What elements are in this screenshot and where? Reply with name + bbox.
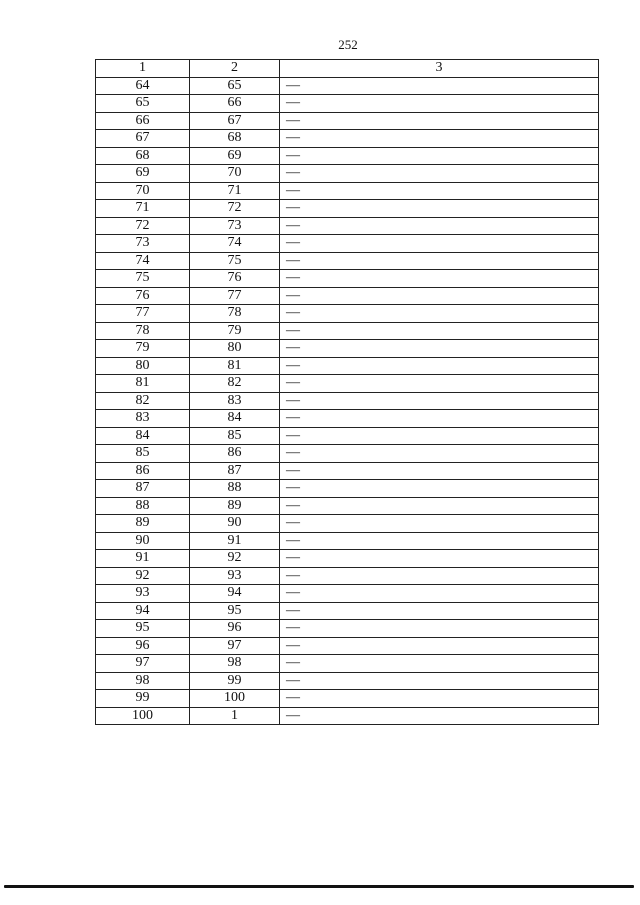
- table-cell-col1: 94: [96, 602, 190, 620]
- table-row: [96, 252, 599, 270]
- table-cell-col1: 84: [96, 427, 190, 445]
- table-cell-col3: —: [280, 462, 599, 480]
- table-cell-col3: —: [280, 480, 599, 498]
- table-cell-col2: 66: [190, 95, 280, 113]
- table-cell-col1: 66: [96, 112, 190, 130]
- table-row: [96, 655, 599, 673]
- table-row: [96, 550, 599, 568]
- table-cell-col2: 94: [190, 585, 280, 603]
- table-cell-col1: 95: [96, 620, 190, 638]
- table-cell-col3: —: [280, 340, 599, 358]
- table-cell-col1: 75: [96, 270, 190, 288]
- column-header-1: 1: [96, 60, 190, 78]
- table-cell-col1: 76: [96, 287, 190, 305]
- table-cell-col1: 86: [96, 462, 190, 480]
- table-cell-col2: 90: [190, 515, 280, 533]
- table-cell-col2: 65: [190, 77, 280, 95]
- table-cell-col2: 98: [190, 655, 280, 673]
- table-cell-col3: —: [280, 130, 599, 148]
- table-cell-col2: 81: [190, 357, 280, 375]
- table-cell-col2: 71: [190, 182, 280, 200]
- table-cell-col1: 91: [96, 550, 190, 568]
- table-cell-col2: 73: [190, 217, 280, 235]
- table-cell-col3: —: [280, 410, 599, 428]
- table-row: [96, 427, 599, 445]
- table-cell-col1: 69: [96, 165, 190, 183]
- table-cell-col2: 93: [190, 567, 280, 585]
- table-cell-col1: 85: [96, 445, 190, 463]
- table-row: [96, 515, 599, 533]
- table-cell-col1: 78: [96, 322, 190, 340]
- table-cell-col1: 80: [96, 357, 190, 375]
- table-cell-col2: 88: [190, 480, 280, 498]
- table-header-row: [96, 60, 599, 78]
- table-cell-col1: 73: [96, 235, 190, 253]
- table-cell-col2: 78: [190, 305, 280, 323]
- table-cell-col3: —: [280, 270, 599, 288]
- table-row: [96, 480, 599, 498]
- table-cell-col1: 88: [96, 497, 190, 515]
- page-number: 252: [338, 37, 358, 52]
- table-row: [96, 322, 599, 340]
- table-cell-col3: —: [280, 217, 599, 235]
- table-cell-col2: 76: [190, 270, 280, 288]
- table-cell-col3: —: [280, 322, 599, 340]
- table-cell-col2: 86: [190, 445, 280, 463]
- table-cell-col3: —: [280, 602, 599, 620]
- table-cell-col3: —: [280, 392, 599, 410]
- table-cell-col2: 68: [190, 130, 280, 148]
- table-cell-col1: 89: [96, 515, 190, 533]
- table-row: [96, 620, 599, 638]
- table-row: [96, 270, 599, 288]
- table-cell-col1: 92: [96, 567, 190, 585]
- table-row: [96, 410, 599, 428]
- table-cell-col2: 83: [190, 392, 280, 410]
- column-header-3: 3: [280, 60, 599, 78]
- table-cell-col2: 85: [190, 427, 280, 445]
- table-row: [96, 375, 599, 393]
- table-cell-col3: —: [280, 357, 599, 375]
- table-cell-col3: —: [280, 287, 599, 305]
- table-row: [96, 340, 599, 358]
- table-cell-col2: 84: [190, 410, 280, 428]
- table-row: [96, 707, 599, 725]
- table-cell-col3: —: [280, 532, 599, 550]
- table-cell-col3: —: [280, 707, 599, 725]
- table-cell-col2: 99: [190, 672, 280, 690]
- table-row: [96, 200, 599, 218]
- table-cell-col2: 74: [190, 235, 280, 253]
- table-cell-col3: —: [280, 375, 599, 393]
- table-cell-col2: 67: [190, 112, 280, 130]
- table-row: [96, 235, 599, 253]
- table-cell-col3: —: [280, 305, 599, 323]
- table-cell-col3: —: [280, 77, 599, 95]
- table-row: [96, 165, 599, 183]
- table-cell-col3: —: [280, 200, 599, 218]
- table-row: [96, 130, 599, 148]
- table-row: [96, 95, 599, 113]
- table-cell-col2: 96: [190, 620, 280, 638]
- table-cell-col2: 77: [190, 287, 280, 305]
- table-cell-col3: —: [280, 550, 599, 568]
- table-cell-col3: —: [280, 655, 599, 673]
- table-row: [96, 147, 599, 165]
- table-cell-col3: —: [280, 637, 599, 655]
- table-cell-col1: 98: [96, 672, 190, 690]
- table-cell-col2: 69: [190, 147, 280, 165]
- table-row: [96, 182, 599, 200]
- table-cell-col3: —: [280, 95, 599, 113]
- table-cell-col3: —: [280, 165, 599, 183]
- table-cell-col1: 70: [96, 182, 190, 200]
- table-row: [96, 77, 599, 95]
- column-header-2: 2: [190, 60, 280, 78]
- table-body: [96, 77, 599, 725]
- table-row: [96, 567, 599, 585]
- table-cell-col2: 87: [190, 462, 280, 480]
- table-cell-col1: 96: [96, 637, 190, 655]
- table-cell-col1: 93: [96, 585, 190, 603]
- table-row: [96, 445, 599, 463]
- table-cell-col3: —: [280, 620, 599, 638]
- table-cell-col3: —: [280, 672, 599, 690]
- table-cell-col1: 97: [96, 655, 190, 673]
- table-cell-col2: 79: [190, 322, 280, 340]
- table-cell-col1: 67: [96, 130, 190, 148]
- table-cell-col1: 79: [96, 340, 190, 358]
- table-cell-col1: 72: [96, 217, 190, 235]
- table-cell-col1: 83: [96, 410, 190, 428]
- table-cell-col1: 71: [96, 200, 190, 218]
- table-cell-col2: 82: [190, 375, 280, 393]
- table-row: [96, 690, 599, 708]
- table-cell-col3: —: [280, 252, 599, 270]
- table-row: [96, 357, 599, 375]
- table-cell-col3: —: [280, 235, 599, 253]
- table-cell-col3: —: [280, 112, 599, 130]
- table-cell-col1: 82: [96, 392, 190, 410]
- table-row: [96, 112, 599, 130]
- table-cell-col2: 70: [190, 165, 280, 183]
- table-row: [96, 585, 599, 603]
- data-table: [95, 59, 599, 725]
- table-cell-col3: —: [280, 567, 599, 585]
- table-cell-col1: 74: [96, 252, 190, 270]
- table-cell-col1: 64: [96, 77, 190, 95]
- table-row: [96, 532, 599, 550]
- table-row: [96, 602, 599, 620]
- table-cell-col3: —: [280, 427, 599, 445]
- table-cell-col3: —: [280, 147, 599, 165]
- table-cell-col2: 72: [190, 200, 280, 218]
- table-cell-col1: 77: [96, 305, 190, 323]
- table-cell-col2: 97: [190, 637, 280, 655]
- table-row: [96, 672, 599, 690]
- table-cell-col2: 80: [190, 340, 280, 358]
- table-cell-col3: —: [280, 515, 599, 533]
- bottom-rule: [4, 885, 634, 888]
- table-row: [96, 637, 599, 655]
- table-cell-col1: 90: [96, 532, 190, 550]
- table-cell-col2: 1: [190, 707, 280, 725]
- table-cell-col3: —: [280, 690, 599, 708]
- table-row: [96, 287, 599, 305]
- table-row: [96, 305, 599, 323]
- table-cell-col2: 95: [190, 602, 280, 620]
- table-row: [96, 392, 599, 410]
- table-row: [96, 217, 599, 235]
- table-cell-col2: 92: [190, 550, 280, 568]
- table-cell-col2: 91: [190, 532, 280, 550]
- table-row: [96, 497, 599, 515]
- table-cell-col1: 68: [96, 147, 190, 165]
- table-cell-col3: —: [280, 497, 599, 515]
- table-cell-col2: 89: [190, 497, 280, 515]
- table-cell-col2: 75: [190, 252, 280, 270]
- table-cell-col1: 100: [96, 707, 190, 725]
- table-cell-col1: 65: [96, 95, 190, 113]
- table-cell-col3: —: [280, 585, 599, 603]
- table-cell-col3: —: [280, 445, 599, 463]
- table-cell-col2: 100: [190, 690, 280, 708]
- table-cell-col1: 99: [96, 690, 190, 708]
- table-row: [96, 462, 599, 480]
- table-cell-col3: —: [280, 182, 599, 200]
- table-cell-col1: 81: [96, 375, 190, 393]
- table-cell-col1: 87: [96, 480, 190, 498]
